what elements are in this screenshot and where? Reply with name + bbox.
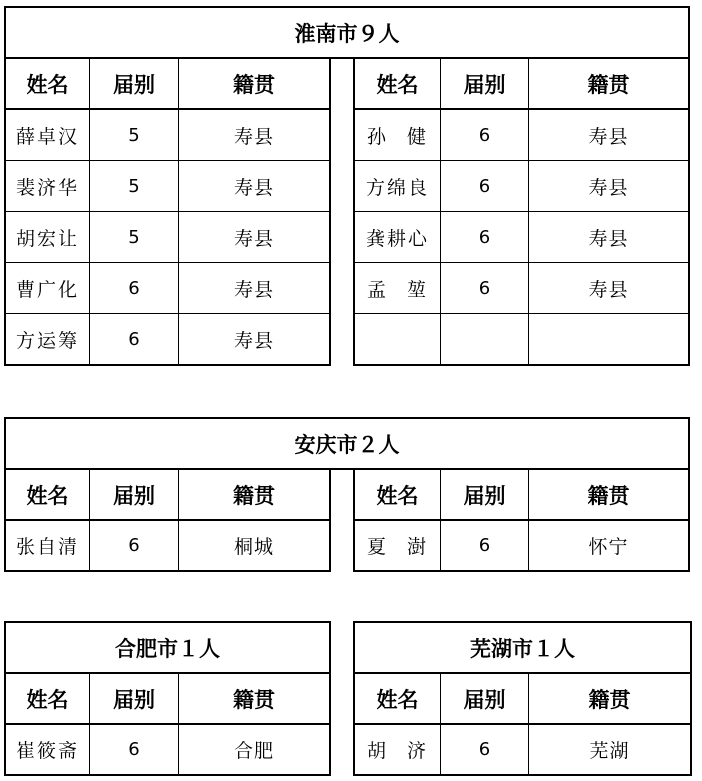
name-part: 健 [406, 125, 428, 148]
person-name: 胡宏让 [15, 227, 79, 250]
header-origin: 籍贯 [587, 72, 630, 97]
rule [4, 774, 331, 776]
person-class: 6 [128, 739, 140, 760]
person-class: 6 [478, 277, 491, 299]
rule [329, 57, 331, 366]
person-class: 5 [128, 226, 140, 248]
person-name [355, 725, 440, 774]
name-part: 孟 [367, 278, 389, 301]
header-origin: 籍贯 [588, 687, 631, 712]
header-class: 届别 [113, 483, 155, 508]
name-part: 澍 [406, 536, 428, 558]
rule [688, 6, 690, 59]
header-origin: 籍贯 [233, 72, 275, 97]
name-part: 堃 [406, 278, 428, 301]
person-origin: 寿县 [233, 227, 274, 250]
header-class: 届别 [463, 483, 506, 508]
header-class: 届别 [463, 687, 506, 712]
name-part: 孙 [367, 125, 389, 148]
rule [688, 417, 690, 470]
header-class: 届别 [463, 72, 506, 97]
person-name: 崔筱斋 [15, 740, 79, 762]
person-name: 张自清 [15, 536, 79, 558]
header-name: 姓名 [26, 483, 69, 508]
section-title: 芜湖市１人 [470, 636, 575, 661]
person-name: 薛卓汉 [15, 125, 79, 148]
person-class: 5 [128, 124, 140, 146]
person-name: 方运筹 [15, 329, 79, 352]
header-name: 姓名 [26, 72, 69, 97]
person-origin: 寿县 [588, 125, 629, 148]
person-origin: 寿县 [233, 278, 274, 301]
header-class: 届别 [113, 72, 155, 97]
person-class: 6 [478, 124, 491, 146]
person-origin: 怀宁 [588, 536, 629, 558]
rule [353, 364, 690, 366]
section-title: 合肥市１人 [115, 636, 220, 661]
rule [688, 57, 690, 366]
rule [329, 621, 331, 776]
header-name: 姓名 [376, 687, 419, 712]
header-origin: 籍贯 [233, 687, 275, 712]
person-name: 方绵良 [365, 176, 429, 199]
name-part: 夏 [367, 536, 389, 558]
person-class: 6 [128, 535, 140, 556]
person-class: 5 [128, 175, 140, 197]
person-class: 6 [478, 226, 491, 248]
person-origin: 寿县 [233, 329, 274, 352]
person-origin: 寿县 [233, 125, 274, 148]
header-origin: 籍贯 [587, 483, 630, 508]
person-class: 6 [478, 535, 491, 556]
person-origin: 寿县 [588, 227, 629, 250]
header-name: 姓名 [376, 72, 419, 97]
person-name [355, 110, 440, 160]
rule [4, 570, 331, 572]
person-origin: 芜湖 [589, 740, 630, 762]
person-origin: 寿县 [233, 176, 274, 199]
name-part: 胡 [367, 740, 389, 762]
person-name: 裴济华 [15, 176, 79, 199]
person-origin: 寿县 [588, 176, 629, 199]
person-origin: 合肥 [233, 740, 274, 762]
rule [329, 468, 331, 572]
person-origin: 桐城 [233, 536, 274, 558]
person-name [355, 263, 440, 313]
person-name: 曹广化 [15, 278, 79, 301]
person-class: 6 [128, 277, 140, 299]
rule [353, 570, 690, 572]
header-name: 姓名 [376, 483, 419, 508]
rule [688, 468, 690, 572]
person-class: 6 [128, 328, 140, 350]
header-origin: 籍贯 [233, 483, 275, 508]
rule [690, 621, 692, 776]
header-name: 姓名 [26, 687, 69, 712]
section-title: 安庆市２人 [294, 432, 400, 457]
rule [353, 313, 690, 314]
person-name: 龚耕心 [365, 227, 429, 250]
rule [4, 364, 331, 366]
name-part: 济 [406, 740, 428, 762]
person-name [355, 521, 440, 570]
section-title: 淮南市９人 [294, 21, 400, 46]
rule [353, 774, 692, 776]
person-class: 6 [478, 739, 491, 760]
person-class: 6 [478, 175, 491, 197]
header-class: 届别 [113, 687, 155, 712]
person-origin: 寿县 [588, 278, 629, 301]
